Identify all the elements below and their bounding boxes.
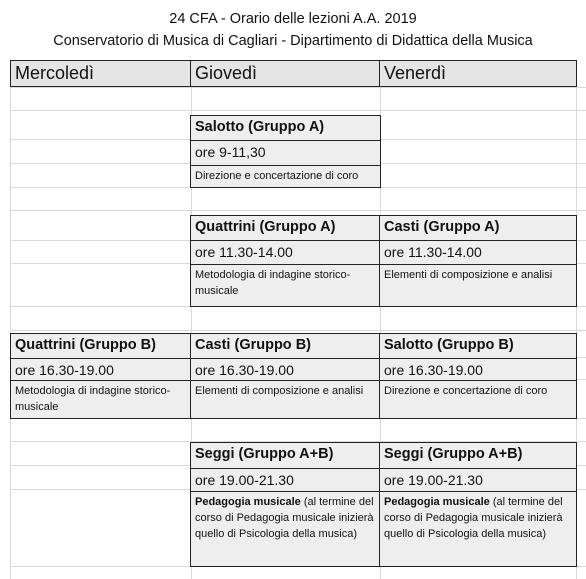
lesson-time: ore 16.30-19.00 — [11, 358, 191, 380]
lesson-course — [191, 491, 380, 566]
lesson-time: ore 19.00-21.30 — [380, 468, 576, 491]
lesson-thu-casti-b[interactable] — [190, 333, 381, 419]
lesson-teacher: Casti (Gruppo B) — [195, 337, 311, 353]
lesson-wed-quattrini-b[interactable] — [10, 333, 192, 419]
lesson-time: ore 16.30-19.00 — [191, 358, 380, 380]
lesson-course: Elementi di composizione e analisi — [191, 380, 380, 418]
lesson-course: Direzione e concertazione di coro — [380, 380, 576, 418]
lesson-fri-casti-a[interactable] — [379, 215, 577, 307]
lesson-course-title: Pedagogia musicale — [384, 496, 490, 508]
lesson-teacher: Seggi (Gruppo A+B) — [384, 446, 523, 462]
sheet-subtitle: Conservatorio di Musica di Cagliari - Dipartimento di Didattica della Musica — [53, 33, 533, 49]
header-mercoledi[interactable]: Mercoledì — [10, 60, 192, 87]
lesson-course-note: (al termine del corso di Pedagogia musicale inizierà quello di Psicologia della musica) — [384, 496, 563, 540]
sheet-title: 24 CFA - Orario delle lezioni A.A. 2019 — [169, 11, 417, 27]
lesson-fri-seggi-ab[interactable] — [379, 442, 577, 567]
lesson-course: Direzione e concertazione di coro — [191, 165, 380, 187]
lesson-teacher: Casti (Gruppo A) — [384, 219, 500, 235]
lesson-teacher: Salotto (Gruppo A) — [195, 119, 325, 135]
lesson-course-title: Pedagogia musicale — [195, 496, 301, 508]
header-venerdi[interactable]: Venerdì — [379, 60, 577, 87]
lesson-thu-seggi-ab[interactable] — [190, 442, 381, 567]
lesson-course — [380, 491, 576, 566]
lesson-time: ore 11.30-14.00 — [191, 240, 380, 264]
lesson-time: ore 9-11,30 — [191, 140, 380, 165]
lesson-course: Metodologia di indagine storico-musicale — [191, 264, 380, 306]
lesson-fri-salotto-b[interactable] — [379, 333, 577, 419]
header-giovedi[interactable]: Giovedì — [190, 60, 381, 87]
lesson-course: Elementi di composizione e analisi — [380, 264, 576, 306]
lesson-teacher: Seggi (Gruppo A+B) — [195, 446, 334, 462]
lesson-teacher: Quattrini (Gruppo B) — [15, 337, 156, 353]
lesson-teacher: Quattrini (Gruppo A) — [195, 219, 336, 235]
lesson-thu-quattrini-a[interactable] — [190, 215, 381, 307]
lesson-course-note: (al termine del corso di Pedagogia musicale inizierà quello di Psicologia della musica) — [195, 496, 374, 540]
lesson-teacher: Salotto (Gruppo B) — [384, 337, 514, 353]
lesson-time: ore 11.30-14.00 — [380, 240, 576, 264]
lesson-course: Metodologia di indagine storico-musicale — [11, 380, 191, 418]
lesson-time: ore 19.00-21.30 — [191, 468, 380, 491]
lesson-time: ore 16.30-19.00 — [380, 358, 576, 380]
lesson-thu-salotto-a[interactable] — [190, 115, 381, 188]
